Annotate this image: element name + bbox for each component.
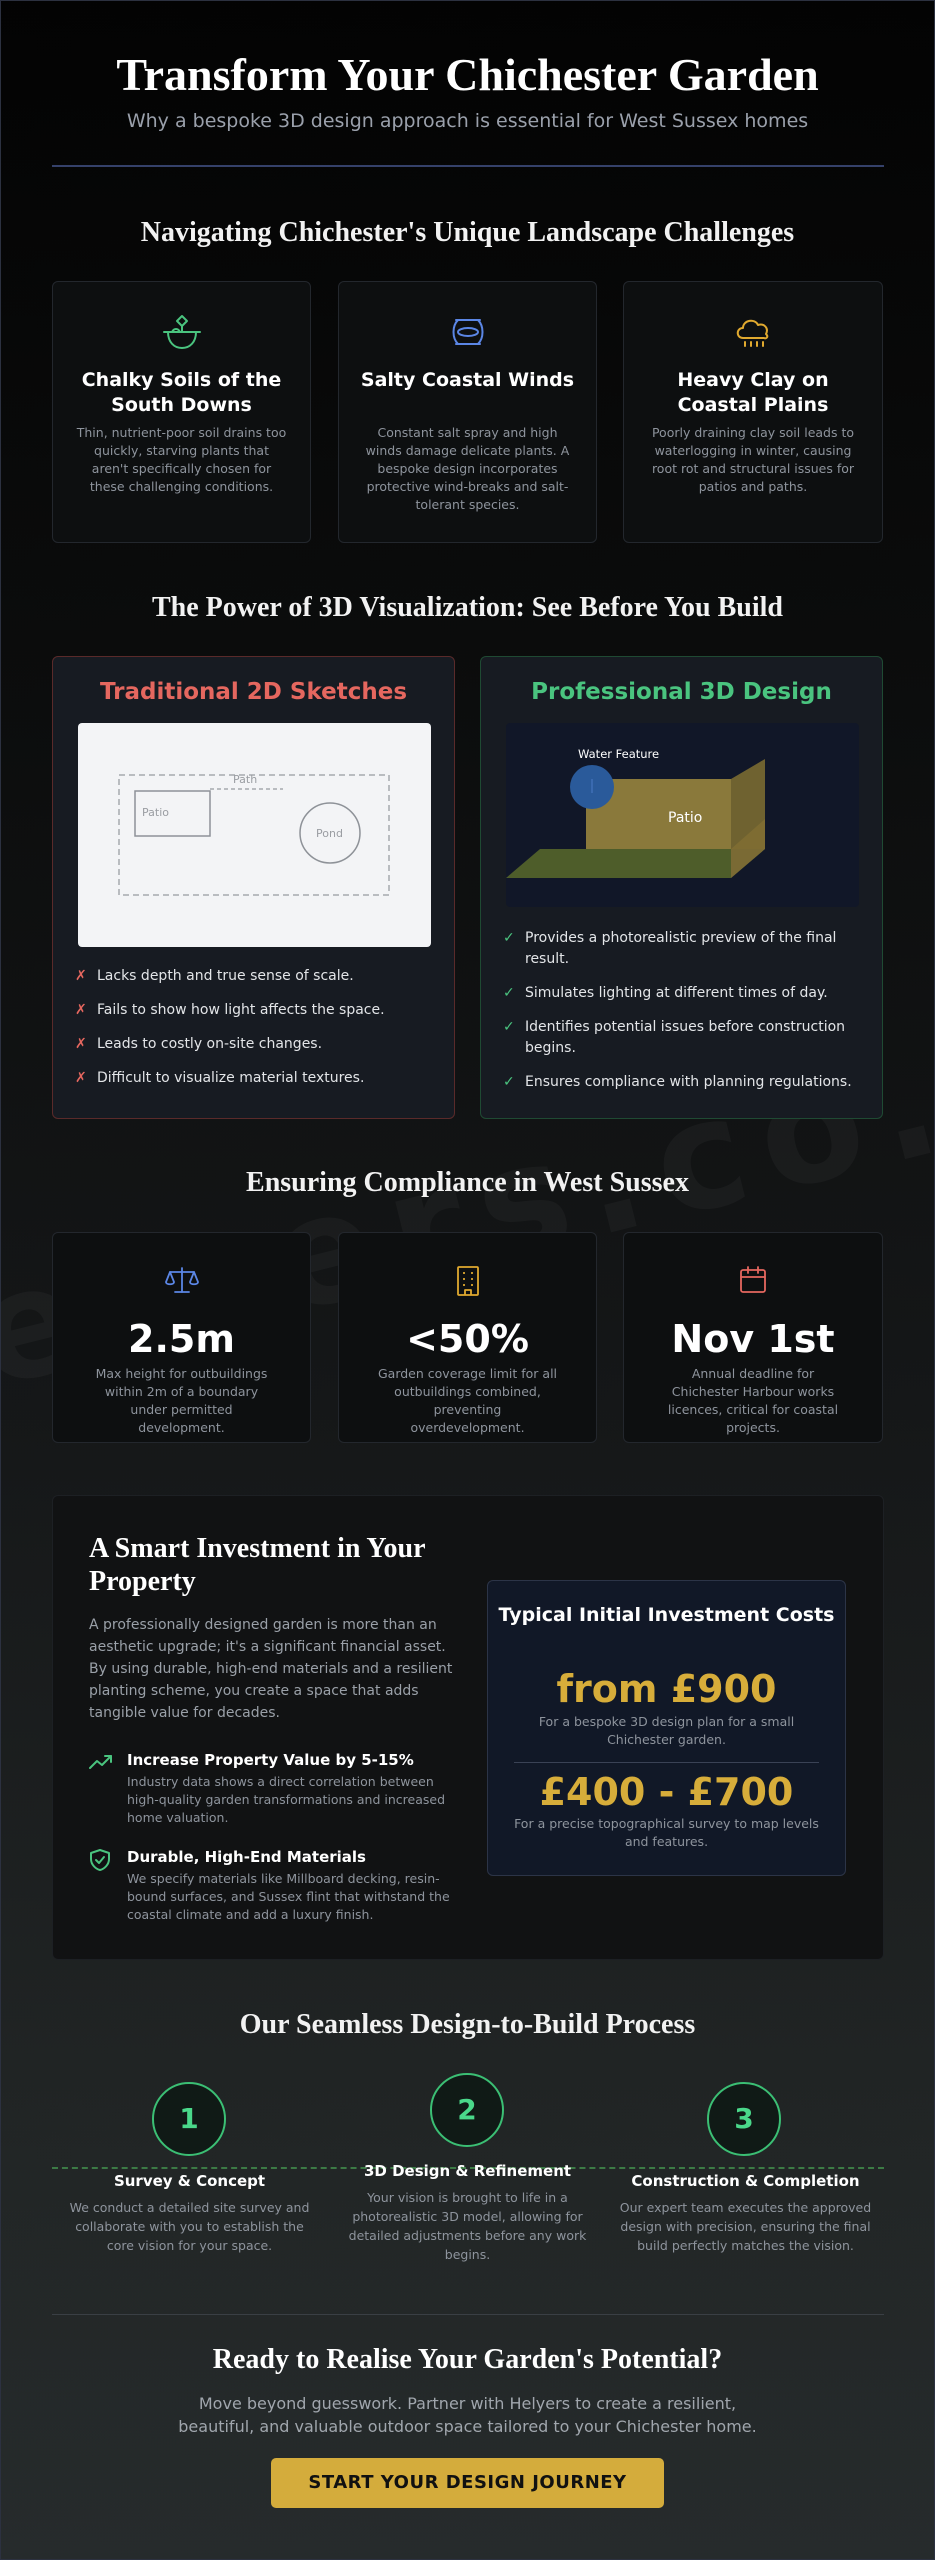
page-title: Transform Your Chichester Garden (116, 49, 819, 100)
cross-icon: ✗ (75, 1002, 87, 1018)
traditional-drawbacks-list (75, 966, 436, 1102)
cta-text: Move beyond guesswork. Partner with Helyers to create a resilient, beautiful, and valuable outdoor space tailored to your Chichester home. (178, 2394, 757, 2436)
stat-text: Annual deadline for Chichester Harbour works licences, critical for coastal projects. (667, 1366, 839, 1435)
render-label-water: Water Feature (578, 747, 660, 761)
cost-value: from £900 (556, 1667, 777, 1711)
cost-box (487, 1580, 846, 1876)
cost-divider (514, 1762, 819, 1763)
render-label-patio: Patio (668, 810, 703, 826)
stat-card-coverage (338, 1232, 597, 1443)
list-item: ✗ Difficult to visualize material textures. (75, 1068, 436, 1089)
challenge-text: Constant salt spray and high winds damage delicate plants. A bespoke design incorporates protective wind-breaks and salt-tolerant species. (365, 425, 570, 512)
page-subtitle: Why a bespoke 3D design approach is essential for West Sussex homes (126, 110, 809, 132)
step-number: 1 (152, 2082, 226, 2156)
step-number: 2 (430, 2073, 504, 2147)
step-title: Survey & Concept (113, 2172, 266, 2190)
sketch-label-pond: Pond (316, 827, 343, 840)
list-item: ✓ Ensures compliance with planning regulations. (503, 1072, 864, 1093)
challenge-title: Heavy Clay on Coastal Plains (677, 369, 829, 416)
cta-divider (52, 2314, 884, 2315)
visualization-title: The Power of 3D Visualization: See Before You Build (151, 592, 784, 623)
check-icon: ✓ (503, 1074, 515, 1090)
cost-note: For a bespoke 3D design plan for a small Chichester garden. (538, 1714, 795, 1747)
stat-text: Max height for outbuildings within 2m of a boundary under permitted development. (95, 1366, 268, 1435)
challenge-card-winds (338, 281, 597, 543)
plant-pot-icon (160, 312, 204, 352)
traditional-panel (52, 656, 455, 1119)
cost-title: Typical Initial Investment Costs (498, 1604, 835, 1626)
feature-text: We specify materials like Millboard decking, resin-bound surfaces, and Sussex flint that withstand the coastal climate and add a luxury finish. (127, 1871, 450, 1922)
professional-title: Professional 3D Design (531, 679, 832, 705)
stat-text: Garden coverage limit for all outbuildings combined, preventing overdevelopment. (377, 1366, 558, 1435)
compliance-title: Ensuring Compliance in West Sussex (246, 1167, 689, 1198)
stat-card-deadline (623, 1232, 883, 1443)
cost-note: For a precise topographical survey to map levels and features. (514, 1816, 819, 1849)
cta-title: Ready to Realise Your Garden's Potential? (212, 2344, 723, 2375)
list-item: ✗ Lacks depth and true sense of scale. (75, 966, 436, 987)
professional-benefits-list (503, 928, 864, 1106)
sketch-label-path: Path (233, 773, 258, 786)
check-icon: ✓ (503, 985, 515, 1001)
challenge-title: Chalky Soils of the South Downs (81, 369, 282, 416)
cost-value: £400 - £700 (539, 1770, 794, 1814)
feature-title: Durable, High-End Materials (127, 1848, 366, 1866)
step-title: Construction & Completion (631, 2172, 860, 2190)
calendar-icon (738, 1265, 768, 1295)
scales-icon (165, 1265, 199, 1295)
step-number: 3 (707, 2082, 781, 2156)
stat-value: Nov 1st (671, 1317, 835, 1361)
stat-card-height (52, 1232, 311, 1443)
feature-text: Industry data shows a direct correlation between high-quality garden transformations and increased home valuation. (127, 1774, 446, 1825)
building-icon (453, 1265, 483, 1297)
check-icon: ✓ (503, 1019, 515, 1035)
sketch-label-patio: Patio (142, 806, 169, 819)
investment-title: A Smart Investment in Your Property (89, 1533, 426, 1597)
start-design-journey-button[interactable]: START YOUR DESIGN JOURNEY (271, 2458, 664, 2508)
investment-section (52, 1495, 884, 1960)
challenge-text: Poorly draining clay soil leads to waterlogging in winter, causing root rot and structural issues for patios and paths. (651, 425, 855, 494)
stat-value: 2.5m (128, 1317, 235, 1361)
challenge-card-clay (623, 281, 883, 543)
trending-up-icon (89, 1753, 113, 1771)
list-item: ✓ Provides a photorealistic preview of the final result. (503, 930, 837, 967)
list-item: ✓ Simulates lighting at different times of day. (503, 983, 864, 1004)
list-item: ✗ Leads to costly on-site changes. (75, 1034, 436, 1055)
wind-icon (446, 312, 490, 352)
challenge-text: Thin, nutrient-poor soil drains too quickly, starving plants that aren't specifically chosen for these challenging conditions. (76, 425, 287, 494)
investment-body: A professionally designed garden is more than an aesthetic upgrade; it's a significant financial asset. By using durable, high-end materials and a resilient planting scheme, you create a space that adds tangible value for decades. (89, 1617, 453, 1721)
sketch-illustration (78, 723, 431, 947)
step-text: Our expert team executes the approved design with precision, ensuring the final build perfectly matches the vision. (619, 2200, 872, 2253)
list-item: ✗ Fails to show how light affects the space. (75, 1000, 436, 1021)
render-illustration (506, 723, 859, 907)
header-divider (52, 165, 884, 167)
feature-title: Increase Property Value by 5-15% (127, 1751, 414, 1769)
stat-value: <50% (406, 1317, 529, 1361)
step-title: 3D Design & Refinement (363, 2162, 572, 2180)
cross-icon: ✗ (75, 1070, 87, 1086)
traditional-title: Traditional 2D Sketches (99, 679, 408, 705)
process-title: Our Seamless Design-to-Build Process (239, 2009, 696, 2040)
check-icon: ✓ (503, 930, 515, 946)
list-item: ✓ Identifies potential issues before construction begins. (503, 1019, 846, 1056)
feature-materials (89, 1848, 469, 1928)
feature-property-value (89, 1751, 469, 1831)
step-text: We conduct a detailed site survey and collaborate with you to establish the core vision for your space. (69, 2200, 310, 2253)
challenges-title: Navigating Chichester's Unique Landscape Challenges (140, 217, 795, 248)
professional-panel (480, 656, 883, 1119)
step-text: Your vision is brought to life in a photorealistic 3D model, allowing for detailed adjustments before any work begins. (348, 2190, 587, 2262)
rain-cloud-icon (731, 312, 775, 352)
cross-icon: ✗ (75, 968, 87, 984)
challenge-title: Salty Coastal Winds (360, 369, 575, 391)
cross-icon: ✗ (75, 1036, 87, 1052)
shield-check-icon (89, 1848, 111, 1872)
challenge-card-chalk (52, 281, 311, 543)
